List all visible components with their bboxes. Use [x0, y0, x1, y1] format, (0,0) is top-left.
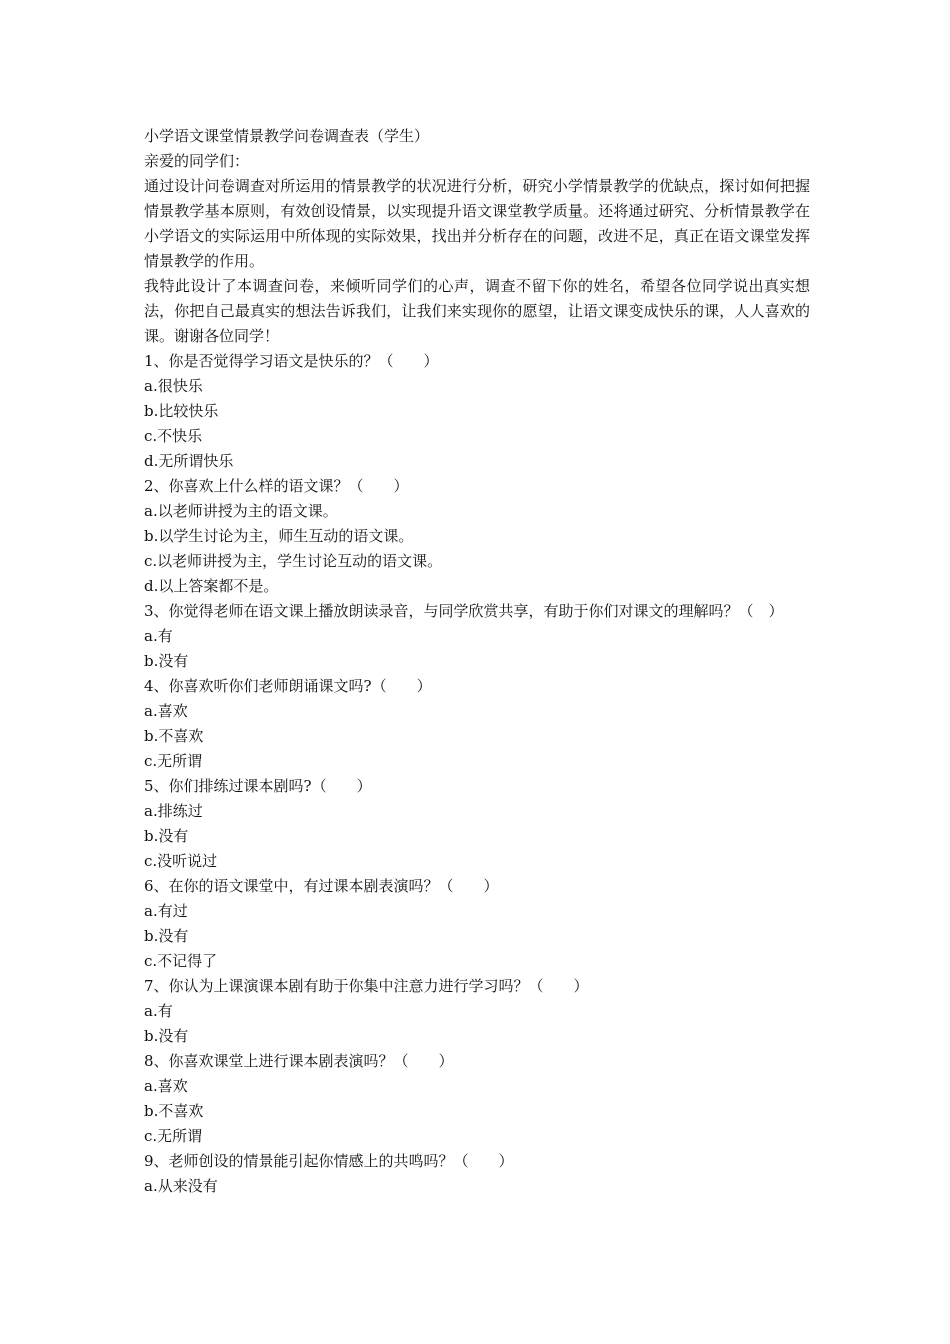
question-text: 8、你喜欢课堂上进行课本剧表演吗？（ ）: [144, 1052, 454, 1070]
question-text: 4、你喜欢听你们老师朗诵课文吗?（ ）: [144, 677, 432, 695]
question-4: [144, 674, 810, 774]
option: a.从来没有: [144, 1177, 218, 1195]
option: b.比较快乐: [144, 402, 219, 420]
greeting: 亲爱的同学们：: [144, 152, 250, 170]
question-text: 7、你认为上课演课本剧有助于你集中注意力进行学习吗？（ ）: [144, 977, 589, 995]
question-9: [144, 1149, 810, 1199]
question-text: 5、你们排练过课本剧吗?（ ）: [144, 777, 372, 795]
option: a.喜欢: [144, 702, 188, 720]
option: c.以老师讲授为主，学生讨论互动的语文课。: [144, 552, 443, 570]
option: b.以学生讨论为主，师生互动的语文课。: [144, 527, 414, 545]
question-text: 3、你觉得老师在语文课上播放朗读录音，与同学欣赏共享，有助于你们对课文的理解吗？（ ）: [144, 602, 784, 620]
document-title: 小学语文课堂情景教学问卷调查表（学生）: [144, 127, 430, 145]
option: c.不记得了: [144, 952, 218, 970]
question-text: 9、老师创设的情景能引起你情感上的共鸣吗？（ ）: [144, 1152, 514, 1170]
intro-paragraph-2: 我特此设计了本调查问卷，来倾听同学们的心声，调查不留下你的姓名，希望各位同学说出真实想法，你把自己最真实的想法告诉我们，让我们来实现你的愿望，让语文课变成快乐的课，人人喜欢的课。谢谢各位同学！: [144, 277, 810, 345]
question-8: [144, 1049, 810, 1149]
question-3: [144, 599, 810, 674]
question-text: 2、你喜欢上什么样的语文课？（ ）: [144, 477, 409, 495]
option: c.没听说过: [144, 852, 218, 870]
question-6: [144, 874, 810, 974]
option: b.没有: [144, 827, 189, 845]
question-text: 1、你是否觉得学习语文是快乐的？（ ）: [144, 352, 439, 370]
option: d.以上答案都不是。: [144, 577, 279, 595]
document-page: [144, 124, 810, 1199]
intro-paragraph-1: 通过设计问卷调查对所运用的情景教学的状况进行分析，研究小学情景教学的优缺点，探讨如何把握情景教学基本原则，有效创设情景，以实现提升语文课堂教学质量。还将通过研究、分析情景教学在小学语文的实际运用中所体现的实际效果，找出并分析存在的问题，改进不足，真正在语文课堂发挥情景教学的作用。: [144, 177, 810, 270]
option: b.不喜欢: [144, 1102, 204, 1120]
question-5: [144, 774, 810, 874]
question-text: 6、在你的语文课堂中，有过课本剧表演吗？（ ）: [144, 877, 499, 895]
option: a.很快乐: [144, 377, 203, 395]
question-7: [144, 974, 810, 1049]
option: a.排练过: [144, 802, 203, 820]
option: a.以老师讲授为主的语文课。: [144, 502, 338, 520]
option: c.无所谓: [144, 752, 203, 770]
option: b.没有: [144, 652, 189, 670]
question-1: [144, 349, 810, 474]
option: b.不喜欢: [144, 727, 204, 745]
option: c.无所谓: [144, 1127, 203, 1145]
option: a.有过: [144, 902, 188, 920]
option: d.无所谓快乐: [144, 452, 234, 470]
option: a.喜欢: [144, 1077, 188, 1095]
option: c.不快乐: [144, 427, 203, 445]
option: a.有: [144, 1002, 173, 1020]
option: a.有: [144, 627, 173, 645]
option: b.没有: [144, 927, 189, 945]
question-2: [144, 474, 810, 599]
option: b.没有: [144, 1027, 189, 1045]
